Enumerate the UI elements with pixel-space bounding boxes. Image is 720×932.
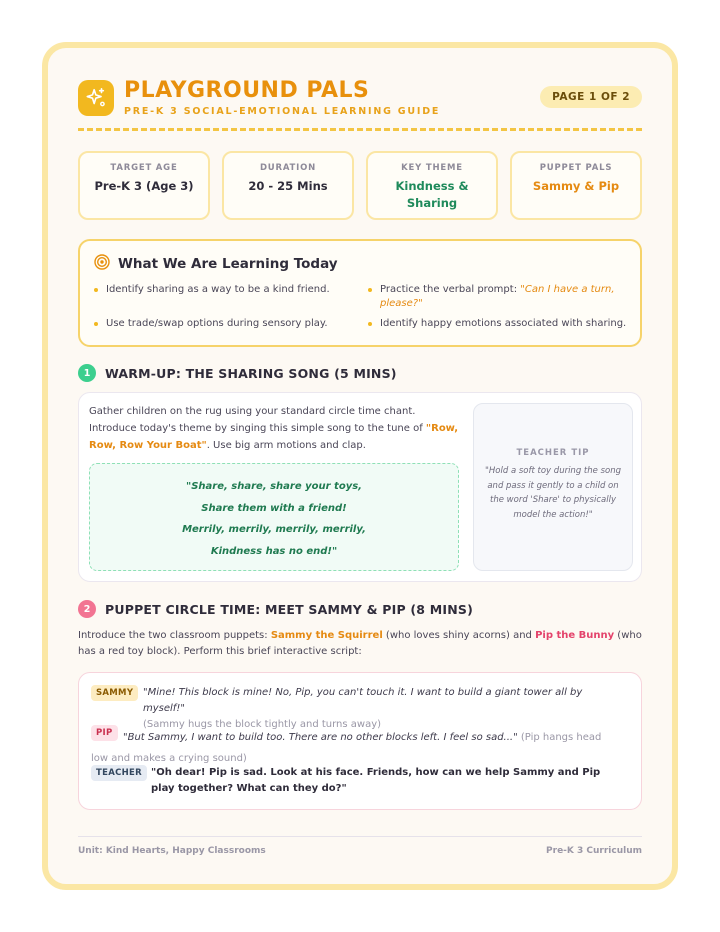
song-line: "Share, share, share your toys, xyxy=(186,481,362,492)
target-icon xyxy=(94,254,110,274)
tip-text: "Hold a soft toy during the song and pass it gently to a child on the word 'Share' to physically model the action!" xyxy=(485,466,621,520)
song-line: Kindness has no end!" xyxy=(210,545,338,557)
intro-text: (who loves shiny acorns) and xyxy=(382,630,536,641)
pip-name: Pip the Bunny xyxy=(535,630,615,641)
card-label: DURATION xyxy=(259,163,317,173)
script-content xyxy=(91,725,621,767)
objective-item xyxy=(94,283,354,297)
footer-unit: Unit: Kind Hearts, Happy Classrooms xyxy=(78,846,266,856)
section-number: 2 xyxy=(78,600,96,618)
footer-curriculum: Pre-K 3 Curriculum xyxy=(546,846,642,856)
page-indicator: PAGE 1 OF 2 xyxy=(540,86,642,108)
objective-text: Identify happy emotions associated with sharing. xyxy=(380,318,627,329)
script-line-teacher xyxy=(91,765,621,797)
info-card-puppet-pals xyxy=(510,151,642,220)
page-title: PLAYGROUND PALS xyxy=(124,78,370,103)
verbal-prompt: "Can I have a turn, please?" xyxy=(380,284,615,309)
script-line-pip xyxy=(91,725,621,767)
footer-divider xyxy=(78,836,642,837)
learning-objectives-box xyxy=(78,239,642,347)
objective-item xyxy=(94,317,354,331)
intro-text: Introduce the two classroom puppets: xyxy=(78,630,271,641)
stage-direction: (Pip hangs head low and makes a crying sound) xyxy=(91,732,602,764)
puppet-intro xyxy=(78,628,642,660)
objective-text: Use trade/swap options during sensory play. xyxy=(106,318,328,329)
card-label: KEY THEME xyxy=(401,163,463,173)
script-content xyxy=(91,765,621,797)
tip-label: TEACHER TIP xyxy=(516,448,590,458)
card-label: TARGET AGE xyxy=(110,163,178,173)
card-value: Kindness & Sharing xyxy=(395,179,469,210)
card-label: PUPPET PALS xyxy=(539,163,613,173)
sammy-name: Sammy the Squirrel xyxy=(270,630,383,641)
section-title: WARM-UP: THE SHARING SONG (5 MINS) xyxy=(105,365,397,381)
stage-direction: (Sammy hugs the block tightly and turns away) xyxy=(143,719,382,730)
song-line: Share them with a friend! xyxy=(201,502,347,514)
warmup-box xyxy=(78,392,642,582)
lesson-sheet xyxy=(42,42,678,890)
objective-item xyxy=(368,283,618,311)
info-card-target-age xyxy=(78,151,210,220)
section-heading-puppet xyxy=(78,600,473,618)
learning-heading xyxy=(94,254,338,274)
objective-item xyxy=(368,317,630,331)
info-card-key-theme xyxy=(366,151,498,220)
objective-text: Practice the verbal prompt: xyxy=(380,284,521,295)
instruction-text: . Use big arm motions and clap. xyxy=(206,440,366,451)
objective-text: Identify sharing as a way to be a kind friend. xyxy=(106,284,330,295)
script-quote: "But Sammy, I want to build too. There are no other blocks left. I feel so sad..." xyxy=(123,732,518,743)
sparkle-icon xyxy=(78,80,114,116)
card-value: 20 - 25 Mins xyxy=(248,179,328,193)
speaker-tag: PIP xyxy=(91,725,118,741)
learning-title: What We Are Learning Today xyxy=(118,256,338,272)
teacher-tip-box xyxy=(473,403,633,571)
instruction-text: Gather children on the rug using your standard circle time chant. Introduce today's theme by singing this simple song to the tune of xyxy=(89,406,426,434)
puppet-script-box xyxy=(78,672,642,810)
sheet-content xyxy=(78,78,642,856)
song-line: Merrily, merrily, merrily, merrily, xyxy=(182,524,366,535)
script-quote: "Oh dear! Pip is sad. Look at his face. Friends, how can we help Sammy and Pip play together? What can they do?" xyxy=(151,767,601,794)
speaker-tag: SAMMY xyxy=(91,685,138,701)
page-subtitle: PRE-K 3 SOCIAL-EMOTIONAL LEARNING GUIDE xyxy=(124,106,441,117)
song-tune: "Row, Row, Row Your Boat" xyxy=(89,423,459,451)
card-value: Sammy & Pip xyxy=(532,179,620,193)
song-lyrics-box xyxy=(89,463,459,571)
header-divider xyxy=(78,128,642,131)
section-number: 1 xyxy=(78,364,96,382)
warmup-instructions xyxy=(89,403,461,454)
header xyxy=(78,78,642,134)
intro-text: (who has a red toy block). Perform this brief interactive script: xyxy=(78,630,642,657)
speaker-tag: TEACHER xyxy=(91,765,147,781)
card-value: Pre-K 3 (Age 3) xyxy=(94,179,194,193)
section-heading-warmup xyxy=(78,364,397,382)
script-quote: "Mine! This block is mine! No, Pip, you can't touch it. I want to build a giant tower all by myself!" xyxy=(143,687,583,714)
info-card-duration xyxy=(222,151,354,220)
section-title: PUPPET CIRCLE TIME: MEET SAMMY & PIP (8 MINS) xyxy=(105,601,473,617)
info-cards xyxy=(78,151,642,220)
